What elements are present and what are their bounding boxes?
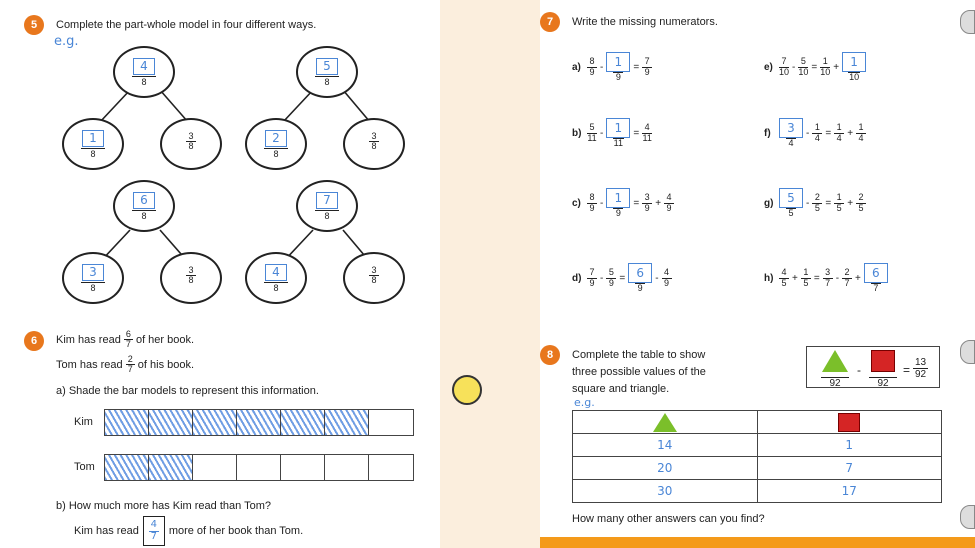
operator: = xyxy=(633,197,640,209)
numerator-answer-box[interactable]: 6 xyxy=(864,263,888,283)
fraction xyxy=(606,268,616,288)
fraction-denominator: 9 xyxy=(613,72,623,82)
fraction-denominator: 9 xyxy=(644,66,650,77)
square-value-cell[interactable]: 7 xyxy=(757,457,942,480)
table-row xyxy=(573,434,942,457)
fraction-denominator: 5 xyxy=(803,277,809,288)
tom-statement xyxy=(56,355,194,375)
square-header-icon xyxy=(838,413,860,432)
triangle-value-cell[interactable]: 20 xyxy=(573,457,758,480)
bar-cell[interactable] xyxy=(325,410,369,435)
operator: - xyxy=(600,61,604,73)
given-part-fraction xyxy=(186,132,195,152)
answer-post: more of her book than Tom. xyxy=(168,525,304,537)
equation-row xyxy=(764,188,866,218)
key-square-fraction xyxy=(869,350,897,389)
missing-numerator-fraction xyxy=(606,188,630,218)
square-value-cell[interactable]: 17 xyxy=(757,480,942,503)
fraction xyxy=(642,193,652,213)
fraction xyxy=(842,268,852,288)
square-value-cell[interactable]: 1 xyxy=(757,434,942,457)
operator: = xyxy=(825,197,832,209)
whole-numerator-box[interactable]: 6 xyxy=(133,192,155,209)
fraction-denominator: 9 xyxy=(613,208,623,218)
fraction-denominator: 9 xyxy=(608,277,614,288)
fraction-numerator: 7 xyxy=(779,57,789,67)
fraction xyxy=(587,193,597,213)
answer-statement xyxy=(74,516,303,546)
fraction-numerator: 2 xyxy=(842,268,852,278)
whole-denominator: 8 xyxy=(132,210,156,221)
operator: + xyxy=(855,272,861,284)
part-numerator-box[interactable]: 4 xyxy=(265,264,287,281)
fraction-numerator: 1 xyxy=(820,57,830,67)
fraction xyxy=(856,123,866,143)
kim-statement-post: of her book. xyxy=(135,333,195,346)
fraction xyxy=(587,268,597,288)
operator: + xyxy=(847,197,854,209)
fraction-numerator: 1 xyxy=(812,123,822,133)
whole-circle xyxy=(113,46,175,98)
fraction-numerator: 1 xyxy=(834,193,844,203)
page-tab-top xyxy=(960,10,975,34)
fraction-denominator: 9 xyxy=(589,66,595,77)
whole-denominator: 8 xyxy=(315,210,339,221)
given-part-denominator: 8 xyxy=(188,275,194,286)
fraction-denominator: 5 xyxy=(781,277,787,288)
missing-numerator-fraction xyxy=(779,118,803,148)
given-part-numerator: 3 xyxy=(371,131,377,141)
values-table xyxy=(572,410,942,503)
fraction xyxy=(642,123,652,143)
table-row xyxy=(573,480,942,503)
missing-numerator-fraction xyxy=(606,118,630,148)
operator: - xyxy=(600,272,604,284)
whole-denominator: 8 xyxy=(132,76,156,87)
operator: - xyxy=(600,197,604,209)
triangle-shape-icon xyxy=(822,350,848,372)
part-circle xyxy=(160,118,222,170)
operator: = xyxy=(633,61,640,73)
bar-cell[interactable] xyxy=(149,410,193,435)
bar-cell[interactable] xyxy=(105,410,149,435)
part-circle xyxy=(245,118,307,170)
bar-cell[interactable] xyxy=(369,455,413,480)
fraction-denominator: 11 xyxy=(613,138,624,148)
fraction xyxy=(779,268,789,288)
fraction-numerator: 7 xyxy=(642,57,652,67)
fraction xyxy=(834,193,844,213)
fraction-denominator: 4 xyxy=(814,132,820,143)
bar-model-tom[interactable] xyxy=(104,454,414,481)
fraction-denominator: 4 xyxy=(786,138,796,148)
answer-pre: Kim has read xyxy=(74,525,139,537)
given-part-fraction xyxy=(186,266,195,286)
fraction-numerator: 5 xyxy=(587,123,597,133)
fraction-denominator: 11 xyxy=(587,132,597,143)
fraction xyxy=(823,268,833,288)
fraction xyxy=(812,193,822,213)
kim-statement-pre: Kim has read xyxy=(56,333,121,346)
fraction xyxy=(664,193,674,213)
numerator-answer-box[interactable]: 1 xyxy=(606,188,630,208)
bar-label-tom: Tom xyxy=(74,461,95,473)
fraction-denominator: 5 xyxy=(836,202,842,213)
given-part-denominator: 8 xyxy=(371,275,377,286)
footer-bar xyxy=(540,537,975,548)
equation-label: h) xyxy=(764,272,774,284)
fraction-denominator: 5 xyxy=(814,202,820,213)
operator: - xyxy=(806,127,810,139)
fraction xyxy=(820,57,830,77)
given-part-fraction xyxy=(369,266,378,286)
tom-fraction-denominator: 7 xyxy=(127,364,133,375)
operator: = xyxy=(825,127,832,139)
answer-denominator: 7 xyxy=(150,530,157,542)
page-tab-bottom xyxy=(960,505,975,529)
triangle-value-cell[interactable]: 14 xyxy=(573,434,758,457)
fraction-numerator: 5 xyxy=(606,268,616,278)
missing-numerator-fraction xyxy=(842,52,866,82)
fraction-numerator: 1 xyxy=(834,123,844,133)
key-triangle-fraction xyxy=(821,350,849,389)
fraction-denominator: 7 xyxy=(844,277,850,288)
bar-label-kim: Kim xyxy=(74,416,93,428)
fraction xyxy=(779,57,789,77)
part-circle xyxy=(343,252,405,304)
fraction-numerator: 4 xyxy=(664,193,674,203)
operator: - xyxy=(655,272,659,284)
fraction xyxy=(801,268,811,288)
kim-fraction-numerator: 6 xyxy=(125,329,131,339)
operator: - xyxy=(792,61,796,73)
fraction-denominator: 5 xyxy=(858,202,864,213)
part-numerator-box[interactable]: 3 xyxy=(82,264,104,281)
fraction-denominator: 9 xyxy=(664,277,670,288)
key-result-denominator: 92 xyxy=(915,369,927,380)
triangle-header-icon xyxy=(653,413,677,432)
bar-cell[interactable] xyxy=(105,455,149,480)
fraction-denominator: 10 xyxy=(779,66,790,77)
table-header-row xyxy=(573,411,942,434)
part-circle xyxy=(245,252,307,304)
question-6b-text: b) How much more has Kim read than Tom? xyxy=(56,500,271,512)
fraction xyxy=(587,57,597,77)
whole-numerator-box[interactable]: 4 xyxy=(133,58,155,75)
part-denominator: 8 xyxy=(81,282,105,293)
equation-row xyxy=(572,263,672,293)
bar-cell[interactable] xyxy=(281,410,325,435)
operator: + xyxy=(847,127,854,139)
equation-label: d) xyxy=(572,272,582,284)
equation-row xyxy=(572,118,652,148)
answer-box[interactable] xyxy=(143,516,165,546)
numerator-answer-box[interactable]: 1 xyxy=(606,118,630,138)
example-note: e.g. xyxy=(54,34,79,49)
operator: - xyxy=(600,127,604,139)
question-8-line2: three possible values of the xyxy=(572,366,706,378)
fraction-denominator: 4 xyxy=(858,132,864,143)
fraction-numerator: 1 xyxy=(856,123,866,133)
question-5-number: 5 xyxy=(24,15,44,35)
key-triangle-denominator: 92 xyxy=(821,377,849,389)
equation-label: f) xyxy=(764,127,771,139)
equation-row xyxy=(764,263,888,293)
key-result-fraction xyxy=(913,357,928,380)
bar-cell[interactable] xyxy=(281,455,325,480)
bar-model-kim[interactable] xyxy=(104,409,414,436)
kim-fraction xyxy=(124,330,133,350)
equation-row xyxy=(764,52,866,82)
answer-numerator: 4 xyxy=(150,519,157,530)
fraction-denominator: 10 xyxy=(798,66,809,77)
fraction xyxy=(642,57,652,77)
tom-fraction-numerator: 2 xyxy=(127,354,133,364)
whole-circle xyxy=(113,180,175,232)
fraction-denominator: 7 xyxy=(825,277,831,288)
fraction-numerator: 8 xyxy=(587,193,597,203)
part-circle xyxy=(343,118,405,170)
missing-numerator-fraction xyxy=(606,52,630,82)
fraction-numerator: 8 xyxy=(587,57,597,67)
part-denominator: 8 xyxy=(264,282,288,293)
whole-circle xyxy=(296,180,358,232)
operator: - xyxy=(806,197,810,209)
fraction-numerator: 3 xyxy=(642,193,652,203)
part-numerator-box[interactable]: 2 xyxy=(265,130,287,147)
fraction-denominator: 5 xyxy=(786,208,796,218)
fraction-numerator: 3 xyxy=(823,268,833,278)
question-8-example-note: e.g. xyxy=(574,396,595,409)
missing-numerator-fraction xyxy=(779,188,803,218)
whole-numerator-box[interactable]: 5 xyxy=(316,58,338,75)
triangle-column-header xyxy=(573,411,758,434)
fraction xyxy=(834,123,844,143)
whole-circle xyxy=(296,46,358,98)
question-7-title: Write the missing numerators. xyxy=(572,16,718,28)
page-gutter xyxy=(440,0,540,548)
equation-label: e) xyxy=(764,61,773,73)
bar-cell[interactable] xyxy=(237,410,281,435)
equation-label: a) xyxy=(572,61,581,73)
fraction xyxy=(587,123,597,143)
fraction-numerator: 7 xyxy=(587,268,597,278)
fraction-denominator: 9 xyxy=(666,202,672,213)
equation-row xyxy=(572,188,674,218)
equation-row xyxy=(572,52,652,82)
fraction-denominator: 9 xyxy=(644,202,650,213)
fraction-denominator: 7 xyxy=(871,283,881,293)
given-part-numerator: 3 xyxy=(371,265,377,275)
part-circle xyxy=(160,252,222,304)
fraction-denominator: 10 xyxy=(820,66,831,77)
fraction-denominator: 10 xyxy=(849,72,860,82)
bar-cell[interactable] xyxy=(369,410,413,435)
operator: + xyxy=(833,61,840,73)
given-part-numerator: 3 xyxy=(188,265,194,275)
operator: = xyxy=(619,272,626,284)
bar-cell[interactable] xyxy=(325,455,369,480)
bar-cell[interactable] xyxy=(193,455,237,480)
equation-label: g) xyxy=(764,197,774,209)
fraction-denominator: 11 xyxy=(642,132,652,143)
operator: + xyxy=(655,197,662,209)
equation-row xyxy=(764,118,866,148)
kim-statement xyxy=(56,330,194,350)
fraction-denominator: 9 xyxy=(635,283,645,293)
question-7-number: 7 xyxy=(540,12,560,32)
part-numerator-box[interactable]: 1 xyxy=(82,130,104,147)
part-circle xyxy=(62,252,124,304)
numerator-answer-box[interactable]: 1 xyxy=(842,52,866,72)
question-8-line1: Complete the table to show xyxy=(572,349,706,361)
question-8-number: 8 xyxy=(540,345,560,365)
pencil-icon xyxy=(452,375,482,405)
fraction-denominator: 9 xyxy=(589,202,595,213)
question-6a-text: a) Shade the bar models to represent this information. xyxy=(56,385,319,397)
fraction-numerator: 2 xyxy=(856,193,866,203)
square-column-header xyxy=(757,411,942,434)
question-6-number: 6 xyxy=(24,331,44,351)
square-shape-icon xyxy=(871,350,895,372)
fraction-key-box xyxy=(806,346,940,388)
bar-cell[interactable] xyxy=(149,455,193,480)
fraction xyxy=(856,193,866,213)
given-part-fraction xyxy=(369,132,378,152)
whole-denominator: 8 xyxy=(315,76,339,87)
given-part-numerator: 3 xyxy=(188,131,194,141)
kim-fraction-denominator: 7 xyxy=(125,339,131,350)
table-row xyxy=(573,457,942,480)
bar-cell[interactable] xyxy=(237,455,281,480)
key-result-numerator: 13 xyxy=(915,357,927,368)
page-tab-middle xyxy=(960,340,975,364)
equation-label: b) xyxy=(572,127,582,139)
fraction xyxy=(662,268,672,288)
missing-numerator-fraction xyxy=(628,263,652,293)
tom-fraction xyxy=(126,355,135,375)
fraction-numerator: 4 xyxy=(662,268,672,278)
given-part-denominator: 8 xyxy=(188,141,194,152)
operator: = xyxy=(811,61,818,73)
part-denominator: 8 xyxy=(81,148,105,159)
operator: = xyxy=(813,272,820,284)
fraction-numerator: 2 xyxy=(812,193,822,203)
fraction-numerator: 1 xyxy=(801,268,811,278)
tom-statement-post: of his book. xyxy=(137,358,195,371)
operator: - xyxy=(835,272,840,284)
numerator-answer-box[interactable]: 3 xyxy=(779,118,803,138)
fraction-denominator: 4 xyxy=(836,132,842,143)
operator: = xyxy=(633,127,640,139)
question-8-footer: How many other answers can you find? xyxy=(572,513,765,525)
fraction xyxy=(812,123,822,143)
fraction-numerator: 5 xyxy=(798,57,808,67)
question-8-line3: square and triangle. xyxy=(572,383,670,395)
numerator-answer-box[interactable]: 5 xyxy=(779,188,803,208)
triangle-value-cell[interactable]: 30 xyxy=(573,480,758,503)
fraction xyxy=(798,57,808,77)
numerator-answer-box[interactable]: 1 xyxy=(606,52,630,72)
fraction-denominator: 9 xyxy=(589,277,595,288)
key-equals: = xyxy=(903,363,911,377)
question-5-title: Complete the part-whole model in four different ways. xyxy=(56,19,317,31)
key-square-denominator: 92 xyxy=(869,377,897,389)
bar-cell[interactable] xyxy=(193,410,237,435)
part-circle xyxy=(62,118,124,170)
fraction-numerator: 4 xyxy=(779,268,789,278)
tom-statement-pre: Tom has read xyxy=(56,358,123,371)
part-denominator: 8 xyxy=(264,148,288,159)
numerator-answer-box[interactable]: 6 xyxy=(628,263,652,283)
operator: + xyxy=(792,272,798,284)
whole-numerator-box[interactable]: 7 xyxy=(316,192,338,209)
given-part-denominator: 8 xyxy=(371,141,377,152)
fraction-numerator: 4 xyxy=(642,123,652,133)
equation-label: c) xyxy=(572,197,581,209)
key-minus: - xyxy=(857,363,861,377)
missing-numerator-fraction xyxy=(864,263,888,293)
